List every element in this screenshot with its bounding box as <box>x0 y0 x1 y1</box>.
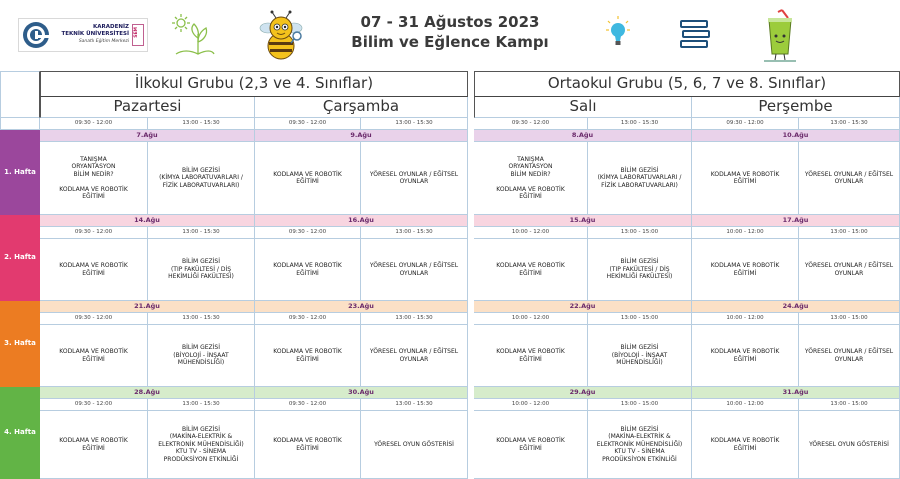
date-cell: 16.Ağu <box>255 215 468 227</box>
corner-cell <box>0 71 40 118</box>
time-slot: 13:00 - 15:30 <box>361 227 468 239</box>
date-cell: 14.Ağu <box>40 215 255 227</box>
activity-cell: KODLAMA VE ROBOTİK EĞİTİMİ <box>692 325 799 387</box>
time-slot: 10:00 - 12:00 <box>692 313 799 325</box>
activity-cell: BİLİM GEZİSİ (MAKİNA-ELEKTRİK & ELEKTRONİK MÜHENDİSLİĞİ) KTU TV - SİNEMA PRODÜKSİYON ETKİNLİĞİ <box>588 411 692 479</box>
day-header: Çarşamba <box>255 97 468 118</box>
time-slot: 13:00 - 15:30 <box>148 227 255 239</box>
time-slot: 09:30 - 12:00 <box>40 227 148 239</box>
time-slot: 13:00 - 15:00 <box>799 313 900 325</box>
title-dates: 07 - 31 Ağustos 2023 <box>360 13 540 31</box>
date-cell: 17.Ağu <box>692 215 900 227</box>
time-slot: 09:30 - 12:00 <box>40 313 148 325</box>
activity-cell: BİLİM GEZİSİ (TIP FAKÜLTESİ / DİŞ HEKİMLİĞİ FAKÜLTESİ) <box>148 239 255 301</box>
time-slot: 10:00 - 12:00 <box>692 399 799 411</box>
activity-cell: BİLİM GEZİSİ (KİMYA LABORATUVARLARI / FİZİK LABORATUVARLARI) <box>588 142 692 215</box>
time-slot: 10:00 - 12:00 <box>474 227 588 239</box>
activity-cell: YÖRESEL OYUNLAR / EĞİTSEL OYUNLAR <box>361 239 468 301</box>
activity-cell: BİLİM GEZİSİ (BİYOLOJİ - İNŞAAT MÜHENDİSLİĞİ) <box>588 325 692 387</box>
plant-sprout-icon <box>168 12 216 58</box>
time-slot: 09:30 - 12:00 <box>255 227 361 239</box>
date-cell: 22.Ağu <box>474 301 692 313</box>
time-slot: 10:00 - 12:00 <box>474 313 588 325</box>
day-header: Perşembe <box>692 97 900 118</box>
group-title: İlkokul Grubu (2,3 ve 4. Sınıflar) <box>40 71 468 97</box>
activity-cell: YÖRESEL OYUNLAR / EĞİTSEL OYUNLAR <box>799 142 900 215</box>
time-slot: 09:30 - 12:00 <box>692 118 799 130</box>
activity-cell: TANIŞMA ORYANTASYON BİLİM NEDİR? KODLAMA VE ROBOTİK EĞİTİMİ <box>40 142 148 215</box>
activity-cell: KODLAMA VE ROBOTİK EĞİTİMİ <box>255 411 361 479</box>
activity-cell: BİLİM GEZİSİ (BİYOLOJİ - İNŞAAT MÜHENDİSLİĞİ) <box>148 325 255 387</box>
group-title: Ortaokul Grubu (5, 6, 7 ve 8. Sınıflar) <box>474 71 900 97</box>
time-slot: 10:00 - 12:00 <box>474 399 588 411</box>
time-slot: 13:00 - 15:30 <box>148 313 255 325</box>
activity-cell: BİLİM GEZİSİ (KİMYA LABORATUVARLARI / FİZİK LABORATUVARLARI) <box>148 142 255 215</box>
sem-badge: SEM <box>132 24 144 46</box>
activity-cell: KODLAMA VE ROBOTİK EĞİTİMİ <box>474 411 588 479</box>
time-slot: 13:00 - 15:30 <box>588 118 692 130</box>
blank-cell <box>0 118 40 130</box>
activity-cell: TANIŞMA ORYANTASYON BİLİM NEDİR? KODLAMA VE ROBOTİK EĞİTİMİ <box>474 142 588 215</box>
panel-gap <box>468 71 474 479</box>
date-cell: 21.Ağu <box>40 301 255 313</box>
date-cell: 24.Ağu <box>692 301 900 313</box>
activity-cell: BİLİM GEZİSİ (MAKİNA-ELEKTRİK & ELEKTRONİK MÜHENDİSLİĞİ) KTU TV - SİNEMA PRODÜKSİYON ETKİNLİĞİ <box>148 411 255 479</box>
date-cell: 10.Ağu <box>692 130 900 142</box>
logo-line1: KARADENİZ <box>93 24 129 30</box>
date-cell: 29.Ağu <box>474 387 692 399</box>
day-header: Salı <box>474 97 692 118</box>
books-stack-icon <box>678 18 712 50</box>
activity-cell: KODLAMA VE ROBOTİK EĞİTİMİ <box>40 239 148 301</box>
time-slot: 09:30 - 12:00 <box>255 399 361 411</box>
time-slot: 13:00 - 15:00 <box>588 399 692 411</box>
title-camp-name: Bilim ve Eğlence Kampı <box>351 33 549 51</box>
time-slot: 09:30 - 12:00 <box>474 118 588 130</box>
activity-cell: KODLAMA VE ROBOTİK EĞİTİMİ <box>40 411 148 479</box>
activity-cell: KODLAMA VE ROBOTİK EĞİTİMİ <box>692 239 799 301</box>
activity-cell: BİLİM GEZİSİ (TIP FAKÜLTESİ / DİŞ HEKİMLİĞİ FAKÜLTESİ) <box>588 239 692 301</box>
date-cell: 15.Ağu <box>474 215 692 227</box>
activity-cell: KODLAMA VE ROBOTİK EĞİTİMİ <box>692 411 799 479</box>
logo-line2: TEKNİK ÜNİVERSİTESİ <box>61 31 129 37</box>
activity-cell: KODLAMA VE ROBOTİK EĞİTİMİ <box>255 325 361 387</box>
activity-cell: KODLAMA VE ROBOTİK EĞİTİMİ <box>474 239 588 301</box>
time-slot: 09:30 - 12:00 <box>40 118 148 130</box>
week-label: 4. Hafta <box>0 387 40 479</box>
activity-cell: YÖRESEL OYUN GÖSTERİSİ <box>799 411 900 479</box>
time-slot: 13:00 - 15:00 <box>588 227 692 239</box>
time-slot: 13:00 - 15:30 <box>361 313 468 325</box>
activity-cell: KODLAMA VE ROBOTİK EĞİTİMİ <box>474 325 588 387</box>
week-label: 2. Hafta <box>0 215 40 301</box>
activity-cell: YÖRESEL OYUN GÖSTERİSİ <box>361 411 468 479</box>
date-cell: 8.Ağu <box>474 130 692 142</box>
activity-cell: YÖRESEL OYUNLAR / EĞİTSEL OYUNLAR <box>361 325 468 387</box>
time-slot: 13:00 - 15:30 <box>148 399 255 411</box>
activity-cell: YÖRESEL OYUNLAR / EĞİTSEL OYUNLAR <box>799 239 900 301</box>
time-slot: 13:00 - 15:00 <box>799 399 900 411</box>
activity-cell: YÖRESEL OYUNLAR / EĞİTSEL OYUNLAR <box>361 142 468 215</box>
logo-line3: Sanatlı Eğitim Merkezi <box>78 39 129 44</box>
date-cell: 23.Ağu <box>255 301 468 313</box>
schedule-table <box>0 71 900 479</box>
page-title <box>335 12 565 52</box>
date-cell: 7.Ağu <box>40 130 255 142</box>
ktu-emblem-icon <box>22 21 50 49</box>
time-slot: 13:00 - 15:30 <box>148 118 255 130</box>
time-slot: 13:00 - 15:00 <box>588 313 692 325</box>
date-cell: 30.Ağu <box>255 387 468 399</box>
date-cell: 31.Ağu <box>692 387 900 399</box>
time-slot: 13:00 - 15:30 <box>361 399 468 411</box>
date-cell: 9.Ağu <box>255 130 468 142</box>
day-header: Pazartesi <box>40 97 255 118</box>
time-slot: 09:30 - 12:00 <box>255 118 361 130</box>
activity-cell: KODLAMA VE ROBOTİK EĞİTİMİ <box>692 142 799 215</box>
time-slot: 09:30 - 12:00 <box>255 313 361 325</box>
time-slot: 13:00 - 15:30 <box>361 118 468 130</box>
week-label: 3. Hafta <box>0 301 40 387</box>
date-cell: 28.Ağu <box>40 387 255 399</box>
activity-cell: KODLAMA VE ROBOTİK EĞİTİMİ <box>255 142 361 215</box>
time-slot: 10:00 - 12:00 <box>692 227 799 239</box>
smoothie-cup-icon <box>758 8 802 64</box>
university-logo <box>18 18 148 52</box>
time-slot: 13:00 - 15:00 <box>799 227 900 239</box>
page-header <box>0 0 900 68</box>
activity-cell: KODLAMA VE ROBOTİK EĞİTİMİ <box>40 325 148 387</box>
time-slot: 09:30 - 12:00 <box>40 399 148 411</box>
bee-mascot-icon <box>258 10 304 62</box>
activity-cell: KODLAMA VE ROBOTİK EĞİTİMİ <box>255 239 361 301</box>
activity-cell: YÖRESEL OYUNLAR / EĞİTSEL OYUNLAR <box>799 325 900 387</box>
week-label: 1. Hafta <box>0 130 40 215</box>
logo-text <box>55 24 129 45</box>
light-bulb-icon <box>606 16 630 50</box>
time-slot: 13:00 - 15:30 <box>799 118 900 130</box>
